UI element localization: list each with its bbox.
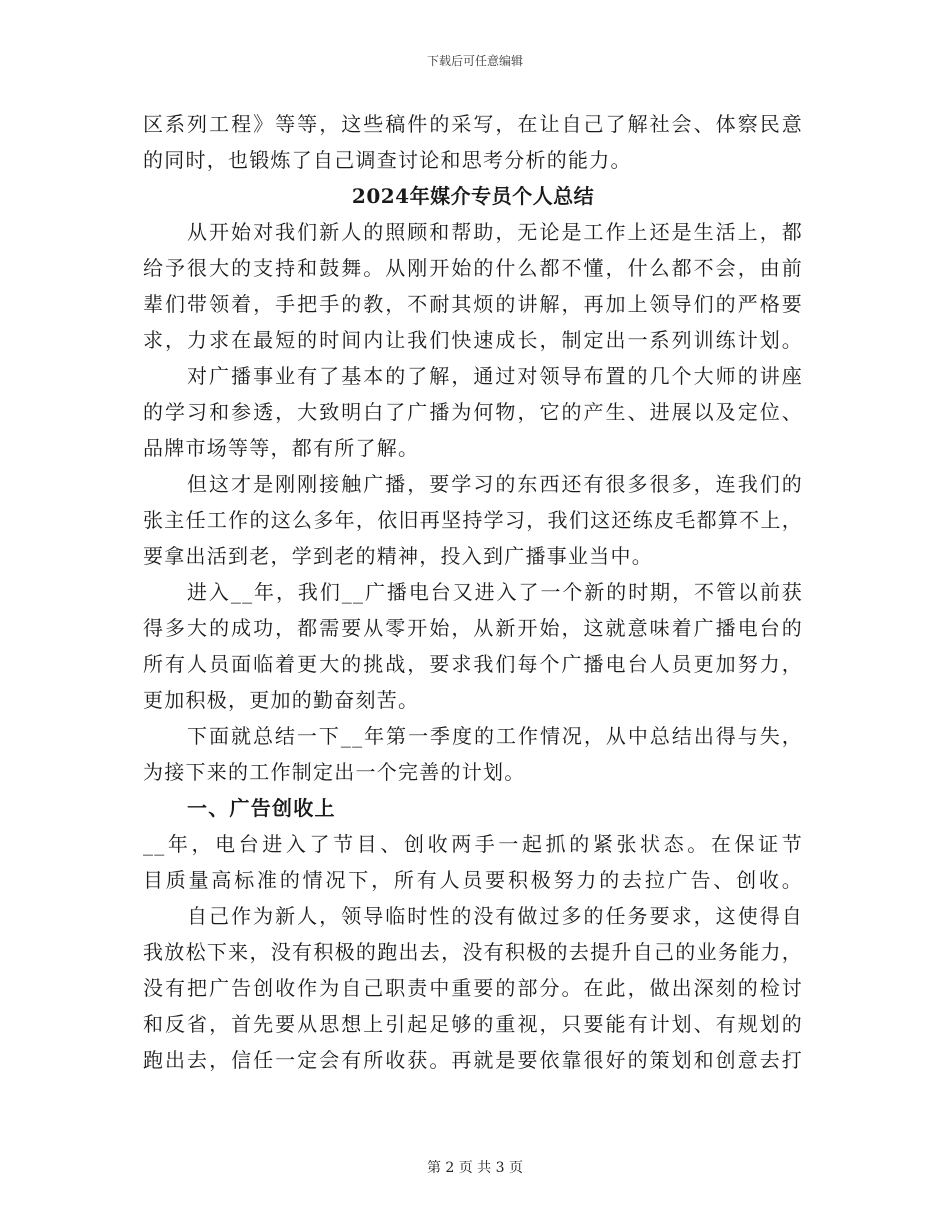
body-line: 没有把广告创收作为自己职责中重要的部分。在此，做出深刻的检讨 xyxy=(143,976,803,1000)
body-line: 所有人员面临着更大的挑战，要求我们每个广播电台人员更加努力， xyxy=(143,652,803,676)
page-number: 第 2 页 共 3 页 xyxy=(426,1160,524,1176)
paragraph-line: 进入__年，我们__广播电台又进入了一个新的时期，不管以前获 xyxy=(187,580,803,604)
document-title: 2024年媒介专员个人总结 xyxy=(351,184,595,208)
body-line: 给予很大的支持和鼓舞。从刚开始的什么都不懂，什么都不会，由前 xyxy=(143,256,803,280)
body-line: 要拿出活到老，学到老的精神，投入到广播事业当中。 xyxy=(143,544,653,568)
paragraph-line: 但这才是刚刚接触广播，要学习的东西还有很多很多，连我们的 xyxy=(187,472,803,496)
body-line: 的学习和参透，大致明白了广播为何物，它的产生、进展以及定位、 xyxy=(143,400,803,424)
body-line: 辈们带领着，手把手的教，不耐其烦的讲解，再加上领导们的严格要 xyxy=(143,292,803,316)
body-line: 和反省，首先要从思想上引起足够的重视，只要能有计划、有规划的 xyxy=(143,1012,803,1036)
body-line: 跑出去，信任一定会有所收获。再就是要依靠很好的策划和创意去打 xyxy=(143,1048,803,1072)
paragraph-line: 自己作为新人，领导临时性的没有做过多的任务要求，这使得自 xyxy=(187,904,803,928)
body-line: 我放松下来，没有积极的跑出去，没有积极的去提升自己的业务能力， xyxy=(143,940,803,964)
page-header-note: 下载后可任意编辑 xyxy=(426,54,523,68)
body-line: 为接下来的工作制定出一个完善的计划。 xyxy=(143,760,526,784)
paragraph-line: 下面就总结一下__年第一季度的工作情况，从中总结出得与失， xyxy=(187,724,803,748)
body-line: 的同时，也锻炼了自己调查讨论和思考分析的能力。 xyxy=(143,148,632,172)
body-line: 求，力求在最短的时间内让我们快速成长，制定出一系列训练计划。 xyxy=(143,328,803,352)
body-line: 得多大的成功，都需要从零开始，从新开始，这就意味着广播电台的 xyxy=(143,616,803,640)
paragraph-line: 对广播事业有了基本的了解，通过对领导布置的几个大师的讲座 xyxy=(187,364,803,388)
body-line: __年，电台进入了节目、创收两手一起抓的紧张状态。在保证节 xyxy=(143,832,803,856)
section-heading: 一、广告创收上 xyxy=(187,796,336,820)
paragraph-line: 从开始对我们新人的照顾和帮助，无论是工作上还是生活上，都 xyxy=(187,220,803,244)
body-line: 品牌市场等等，都有所了解。 xyxy=(143,436,420,460)
document-body xyxy=(143,106,803,1078)
body-line: 张主任工作的这么多年，依旧再坚持学习，我们这还练皮毛都算不上， xyxy=(143,508,803,532)
body-line: 目质量高标准的情况下，所有人员要积极努力的去拉广告、创收。 xyxy=(143,868,803,892)
body-line: 区系列工程》等等，这些稿件的采写，在让自己了解社会、体察民意 xyxy=(143,112,803,136)
body-line: 更加积极，更加的勤奋刻苦。 xyxy=(143,688,420,712)
